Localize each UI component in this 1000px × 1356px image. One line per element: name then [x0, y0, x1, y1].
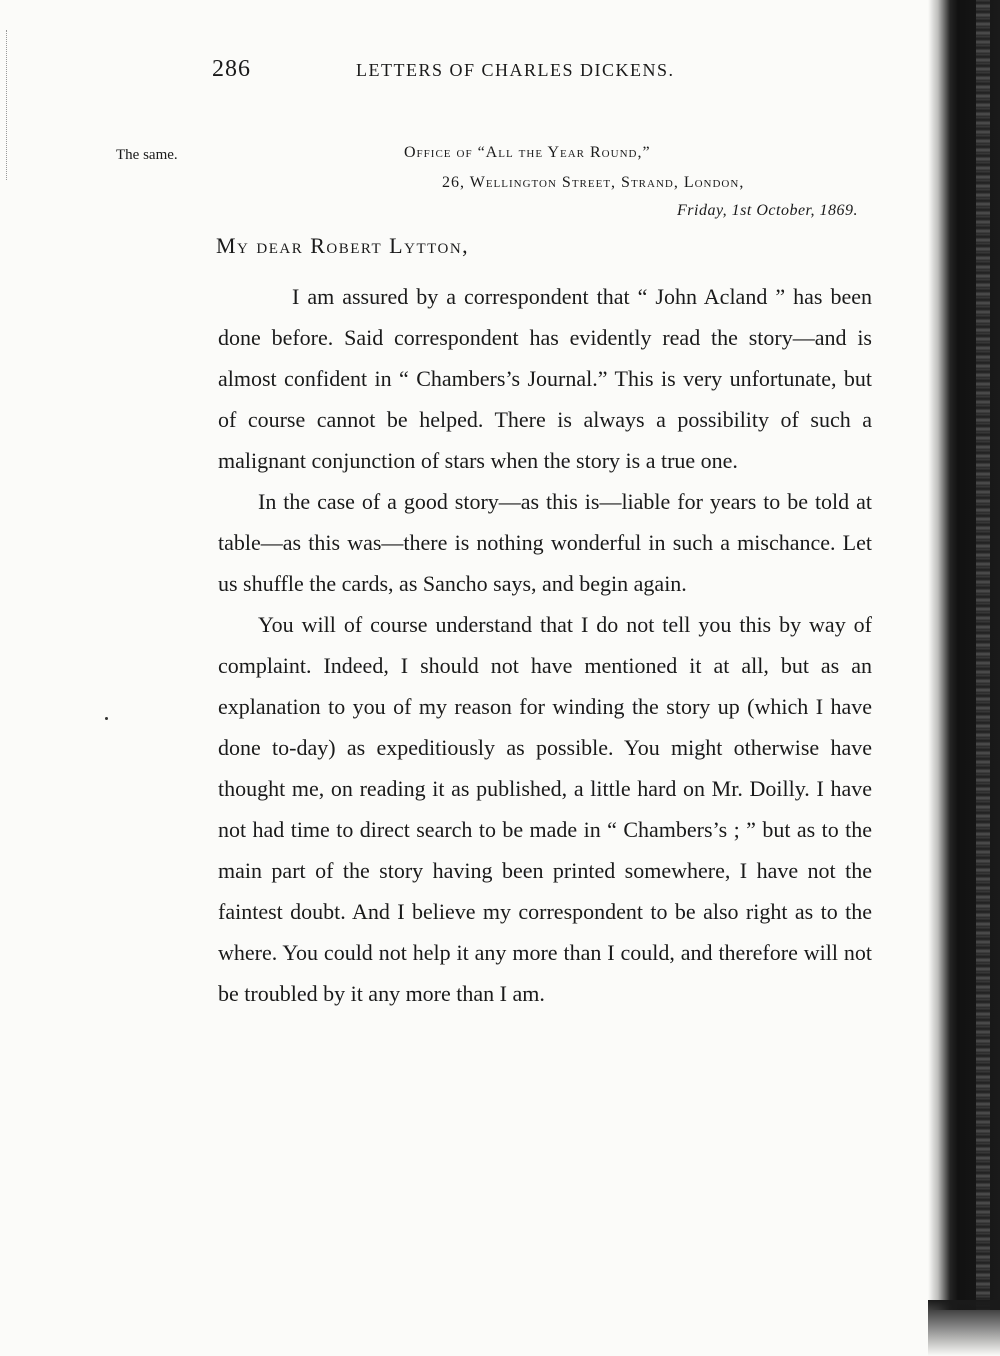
letter-body	[218, 276, 872, 1014]
address-line-street: 26, Wellington Street, Strand, London,	[442, 174, 745, 191]
margin-speck	[105, 717, 108, 720]
page-number: 286	[212, 56, 251, 82]
letter-salutation: My dear Robert Lytton,	[216, 233, 470, 258]
paragraph-3: You will of course understand that I do not tell you this by way of complaint. Indeed, I should not have mentioned it at all, but as an explanation to you of my reason for winding the story up (which I have done to-day) as expeditiously as possible. You might otherwise have thought me, on reading it as published, a little hard on Mr. Doilly. I have not had time to direct search to be made in “ Chambers’s ; ” but as to the main part of the story having been printed somewhere, I have not the faintest doubt. And I believe my correspondent to be also right as to the where. You could not help it any more than I could, and therefore will not be troubled by it any more than I am.	[218, 612, 872, 1006]
scan-binding-shadow	[928, 0, 1000, 1310]
scan-edge-texture	[976, 0, 990, 1310]
address-line-date: Friday, 1st October, 1869.	[677, 202, 858, 219]
scan-speckle	[6, 30, 9, 180]
paragraph-1: I am assured by a correspondent that “ John Acland ” has been done before. Said correspondent has evidently read the story—and is almost confident in “ Chambers’s Journal.” This is very unfortunate, but of course cannot be helped. There is always a possibility of such a malignant conjunction of stars when the story is a true one.	[218, 284, 872, 473]
running-title: LETTERS OF CHARLES DICKENS.	[356, 60, 675, 80]
paragraph-2: In the case of a good story—as this is—liable for years to be told at table—as this was—there is nothing wonderful in such a mischance. Let us shuffle the cards, as Sancho says, and begin again.	[218, 489, 872, 596]
marginal-note: The same.	[116, 147, 178, 163]
address-line-office: Office of “All the Year Round,”	[404, 144, 651, 161]
scan-corner-shadow	[928, 1300, 1000, 1356]
running-head	[0, 56, 1000, 88]
